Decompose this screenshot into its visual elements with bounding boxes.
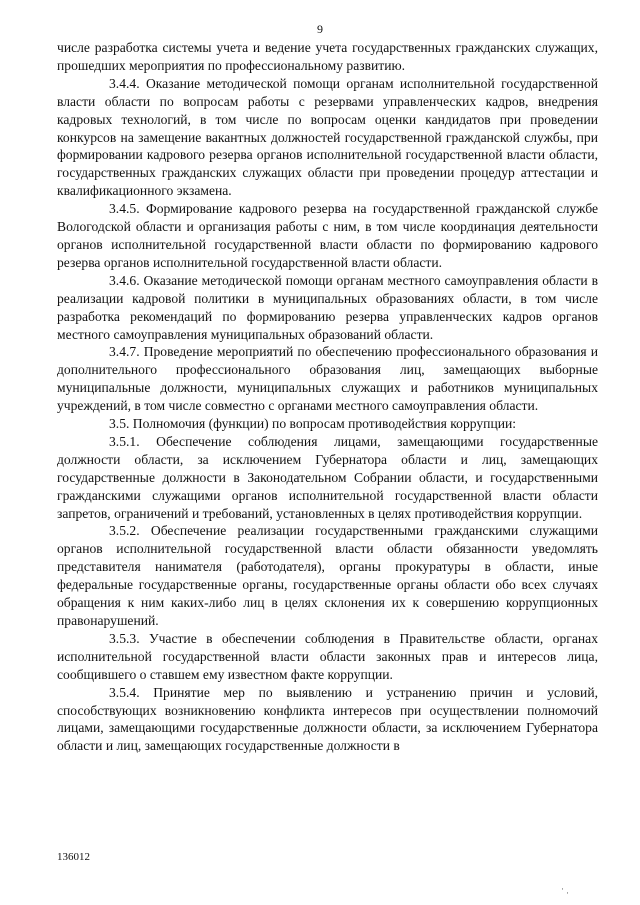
paragraph-3-5-1: 3.5.1. Обеспечение соблюдения лицами, замещающими государственные должности области, за исключением Губернатора области и лиц, замещающих государственные должности в Законодательном Собрании области, и государственными гражданскими служащими органов исполнительной государственной власти области запретов, ограничений и требований, установленных в целях противодействия коррупции. [57,433,598,521]
paragraph-3-5-3: 3.5.3. Участие в обеспечении соблюдения в Правительстве области, органах исполнительной государственной власти области законных прав и интересов лица, сообщившего о ставшем ему известном факте коррупции. [57,630,598,682]
paragraph-3-5: 3.5. Полномочия (функции) по вопросам противодействия коррупции: [109,416,517,432]
paragraph-3-5-4: 3.5.4. Принятие мер по выявлению и устранению причин и условий, способствующих возникновению конфликта интересов при осуществлении полномочий лицами, замещающими государственные должности области, за исключением Губернатора области и лиц, замещающих государственные должности в [57,684,598,754]
paragraph-continuation: числе разработка системы учета и ведение учета государственных гражданских служащих, прошедших мероприятия по профессиональному развитию. [57,40,598,73]
document-code: 136012 [57,851,90,863]
paragraph-3-4-5: 3.4.5. Формирование кадрового резерва на государственной гражданской службе Вологодской области и организация работы с ним, в том числе координация деятельности органов исполнительной государственной власти области по формированию кадрового резерва органов исполнительной государственной власти области. [57,201,598,270]
paragraph-3-4-4: 3.4.4. Оказание методической помощи органам исполнительной государственной власти области по вопросам работы с резервами управленческих кадров, внедрения кадровых технологий, в том числе по вопросам оценки кандидатов при проведении конкурсов на замещение вакантных должностей государственной гражданской службы, при формировании кадрового резерва органов исполнительной государственной власти области, государственных гражданских служащих области при проведении процедур аттестации и квалификационного экзамена. [57,75,598,199]
paragraph-3-4-6: 3.4.6. Оказание методической помощи органам местного самоуправления области в реализации кадровой политики в муниципальных образованиях области, в том числе разработка рекомендаций по формированию резерва управленческих кадров органов местного самоуправления муниципальных образований области. [57,272,598,342]
page-number: 9 [317,22,323,36]
paragraph-3-4-7: 3.4.7. Проведение мероприятий по обеспечению профессионального образования и дополнительного профессионального образования лиц, замещающих выборные муниципальные должности, муниципальных служащих и работников муниципальных учреждений, в том числе совместно с органами местного самоуправления области. [57,344,598,414]
paragraph-3-5-2: 3.5.2. Обеспечение реализации государственными гражданскими служащими органов исполнительной государственной власти области обязанности уведомлять представителя нанимателя (работодателя), органы прокуратуры в области, иные федеральные государственные органы, государственные органы области обо всех случаях обращения к ним каких-либо лиц в целях склонения их к совершению коррупционных правонарушений. [57,523,598,628]
scan-speck: · [566,888,569,898]
scan-speck: · [561,884,564,894]
document-body [57,39,598,755]
